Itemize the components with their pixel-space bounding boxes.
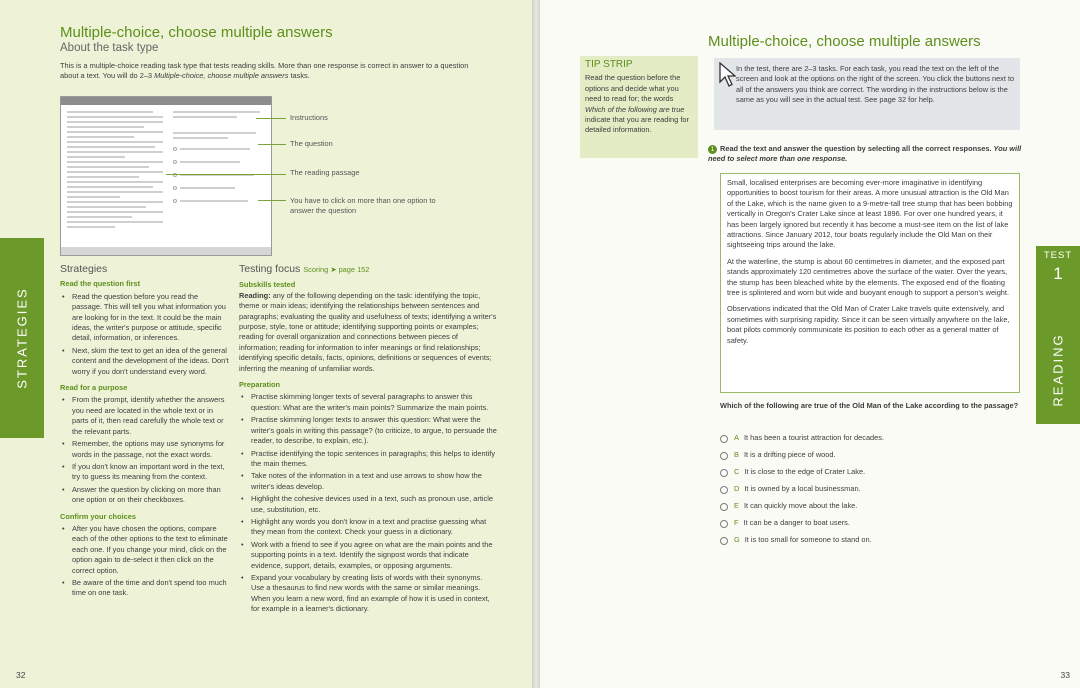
list-item: • Answer the question by clicking on more than one option or on their checkboxes.: [60, 485, 230, 506]
thumbnail-question: [173, 111, 265, 245]
radio-button[interactable]: [720, 435, 728, 443]
page-number-left: 32: [16, 670, 26, 680]
callout-passage: The reading passage: [290, 168, 360, 177]
callout-instructions: Instructions: [290, 113, 328, 122]
option-d[interactable]: D It is owned by a local businessman.: [720, 481, 1020, 498]
reading-side-tab-label: READING: [1050, 333, 1066, 407]
right-page-title: Multiple-choice, choose multiple answers: [708, 33, 981, 50]
option-c[interactable]: C It is close to the edge of Crater Lake.: [720, 464, 1020, 481]
list-item: • Highlight the cohesive devices used in a text, such as pronoun use, article use, substitution, etc.: [239, 494, 497, 515]
instructions-text: In the test, there are 2–3 tasks. For each task, you read the text on the left of the screen and look at the options on the right of the screen. You click the buttons next to all of the answers you think are correct. The wording in the instructions below is the same as you will see in the actual test. See page 32 for help.: [736, 64, 1015, 105]
list-item: • Highlight any words you don't know in a text and practise guessing what they mean from the context. Check your guess in a dictionary.: [239, 517, 497, 538]
question-prompt: 1 Read the text and answer the question by selecting all the correct responses. You will need to select more than one response.: [708, 144, 1022, 164]
thumbnail-footer: [61, 247, 271, 255]
instructions-box: [714, 58, 1020, 130]
left-page-subtitle: About the task type: [60, 42, 159, 54]
section-title: Read for a purpose: [60, 383, 128, 393]
subskills-title: Subskills tested: [239, 280, 296, 290]
tip-strip-title: TIP STRIP: [585, 59, 633, 70]
radio-button[interactable]: [720, 537, 728, 545]
list-item: • Be aware of the time and don't spend too much time on one task.: [60, 578, 230, 599]
tip-strip: [580, 56, 698, 158]
radio-button[interactable]: [720, 452, 728, 460]
right-page: [540, 0, 1080, 688]
mouse-pointer-icon: [718, 62, 736, 88]
list-item: • Practise skimming longer texts to answer this question: What were the writer's goals in writing this passage? (to criticize, to argue, to persuade the reader, to describe, to explain, etc.).: [239, 415, 497, 446]
callout-options: You have to click on more than one option to answer the question: [290, 196, 436, 215]
section-title: Read the question first: [60, 279, 141, 289]
option-f[interactable]: F It can be a danger to boat users.: [720, 515, 1020, 532]
list-item: • If you don't know an important word in the text, try to guess its meaning from the context.: [60, 462, 230, 483]
list-item: • Practise identifying the topic sentences in paragraphs; this helps to identify the main themes.: [239, 449, 497, 470]
reading-passage: [720, 173, 1020, 393]
book-gutter: [532, 0, 540, 688]
list-item: • From the prompt, identify whether the answers you need are located in the whole text or in parts of it, then read carefully the whole text or the relevant parts.: [60, 395, 230, 437]
left-page: [0, 0, 532, 688]
answer-options: [720, 430, 1020, 549]
radio-button[interactable]: [720, 486, 728, 494]
left-page-title: Multiple-choice, choose multiple answers: [60, 24, 333, 41]
test-number: 1: [1053, 264, 1063, 283]
callout-question: The question: [290, 139, 333, 148]
thumbnail-passage: [67, 111, 163, 245]
question-text: Which of the following are true of the Old Man of the Lake according to the passage?: [720, 401, 1019, 410]
list-item: • Read the question before you read the passage. This will tell you what information you are looking for in the text. It could be the main ideas, the writer's purpose or attitude, specific detail, information, or inferences.: [60, 292, 230, 344]
page-number-right: 33: [1060, 670, 1070, 680]
tip-strip-text: Read the question before the options and decide what you need to read for; the words Which of the following are true indicate that you are reading for detailed information.: [585, 73, 689, 135]
list-item: • Remember, the options may use synonyms for words in the passage, not the exact words.: [60, 439, 230, 460]
option-b[interactable]: B It is a drifting piece of wood.: [720, 447, 1020, 464]
list-item: • Work with a friend to see if you agree on what are the main points and the supporting points in a text. Identify the signpost words that indicate evidence, support, details, examples, or opposing arguments.: [239, 540, 497, 571]
option-g[interactable]: G It is too small for someone to stand on.: [720, 532, 1020, 549]
scoring-link[interactable]: Scoring ➤ page 152: [303, 265, 370, 274]
radio-button[interactable]: [720, 520, 728, 528]
subskills-text: Reading: any of the following depending on the task: identifying the topic, theme or main ideas; identifying the relationships between sentences and paragraphs; evaluating the quality and usefulness of texts; identifying a writer's purpose, style, tone or attitude; identifying supporting points or examples; reading for overall organization and connections between pieces of information; reading for information to infer meanings or find relationships; identifying specific details, facts, opinions, definitions or sequences of events; inferring the meaning of unfamiliar words.: [239, 290, 497, 373]
test-label: TEST: [1043, 250, 1073, 261]
testing-focus-heading: Testing focus: [239, 263, 301, 275]
list-item: • Take notes of the information in a text and use arrows to show how the writer's ideas develop.: [239, 471, 497, 492]
question-number-badge: 1: [708, 145, 717, 154]
option-e[interactable]: E It can quickly move about the lake.: [720, 498, 1020, 515]
passage-paragraph: At the waterline, the stump is about 60 centimetres in diameter, and the exposed part stands approximately 120 centimetres above the surface of the water. Over the years, the stump has been bleached white by the elements. The exposed end of the floating tree is splintered and worn but wide and buoyant enough to support a person's weight.: [727, 256, 1010, 298]
radio-button[interactable]: [720, 503, 728, 511]
section-title: Confirm your choices: [60, 511, 136, 521]
list-item: • Expand your vocabulary by creating lists of words with their synonyms. Use a thesaurus to find new words with the same or similar meanings. When you learn a new word, find an example of how it is used in context, for example in a learner's dictionary.: [239, 573, 497, 615]
list-item: • Practise skimming longer texts of several paragraphs to answer this question: What are the writer's main points? Summarize the main points.: [239, 392, 497, 413]
passage-paragraph: Small, localised enterprises are becoming ever-more imaginative in identifying opportunities to boost tourism for their areas. A more unusual attraction is the Old Man of the Lake, which is the name given to a 9-metre-tall tree stump that has been bobbing vertically in Oregon's Crater Lake since at least 1896. For over one hundred years, it has been largely ignored but recently it has become a must-see item on the list of lake attractions. Since January 2012, tour boats regularly include the Old Man on their sightseeing trips around the lake.: [727, 178, 1013, 250]
testing-focus-column: [239, 264, 497, 617]
option-a[interactable]: A It has been a tourist attraction for decades.: [720, 430, 1020, 447]
test-screen-thumbnail: [60, 96, 272, 256]
preparation-title: Preparation: [239, 380, 281, 390]
strategies-side-tab-label: STRATEGIES: [14, 287, 30, 389]
intro-paragraph: This is a multiple-choice reading task type that tests reading skills. More than one response is correct in answer to a question about a text. You will do 2–3 Multiple-choice, choose multiple answers tasks.: [60, 61, 469, 81]
strategies-column: [60, 264, 230, 601]
passage-paragraph: Observations indicated that the Old Man of Crater Lake travels quite extensively, and sometimes with surprising rapidity. Since it can be seen virtually anywhere on the lake, boat pilots commonly communicate its position to each other as a general matter of safety.: [727, 304, 1010, 345]
list-item: • After you have chosen the options, compare each of the other options to the text to eliminate each one. If you change your mind, click on the option again to de-select it then click on the correct option.: [60, 524, 230, 576]
strategies-heading: Strategies: [60, 263, 108, 275]
radio-button[interactable]: [720, 469, 728, 477]
thumbnail-titlebar: [61, 97, 271, 105]
list-item: • Next, skim the text to get an idea of the general content and the development of the ideas. Don't worry if you don't understand every word.: [60, 346, 230, 377]
